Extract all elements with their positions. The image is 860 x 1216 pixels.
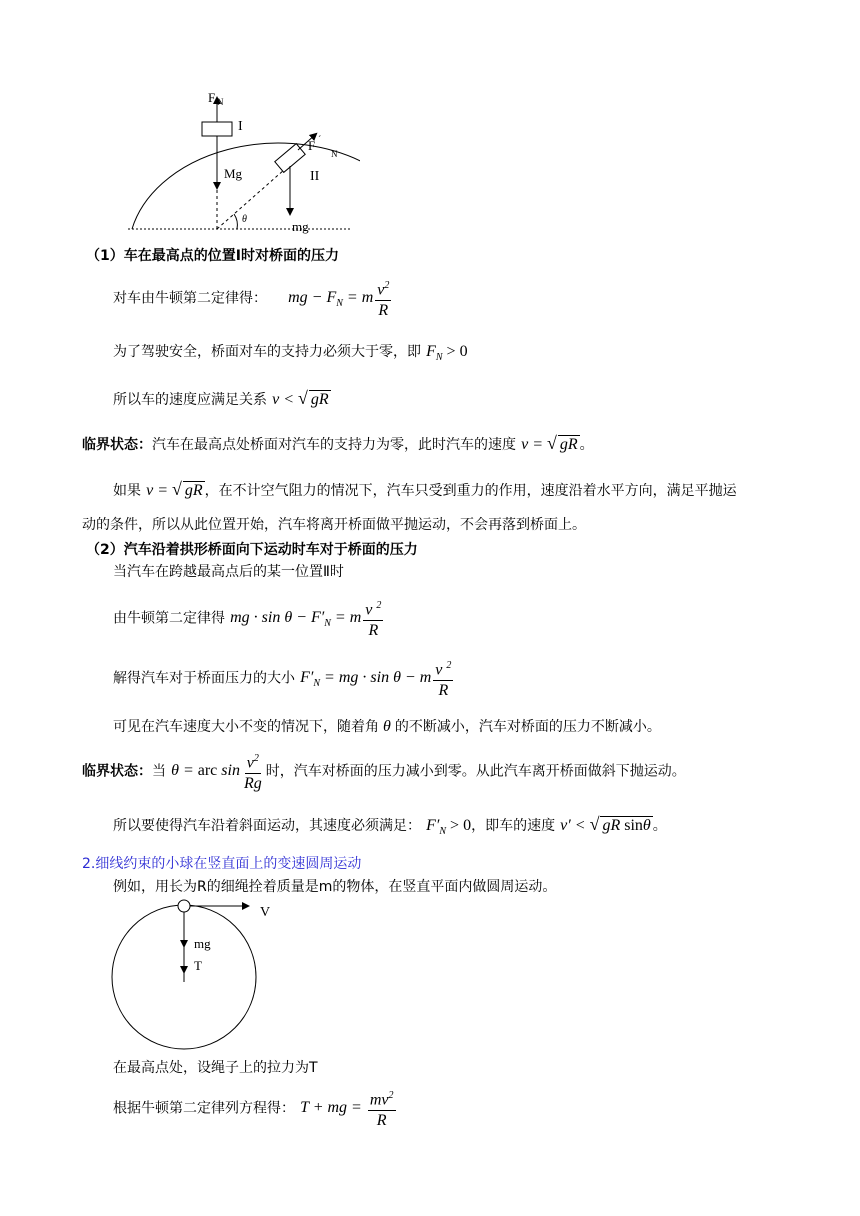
section2-critical-line [82, 749, 686, 794]
theta-arc [234, 214, 237, 229]
label-theta: θ [242, 214, 247, 225]
eq1-text: 对车由牛顿第二定律得： [113, 290, 267, 307]
label-I: I [238, 119, 243, 134]
critical-label-2: 临界状态： [82, 763, 152, 780]
s2-eq1-formula: mg · $\sin \theta - F'_N = m$ $\frac{v ^2}{R}$ [230, 609, 385, 626]
critical-formula-2: θ = arc sin $\frac{v^2}{Rg}$ [171, 762, 266, 779]
label-T: T [194, 958, 202, 973]
eq3-text: 所以车的速度应满足关系 [113, 392, 267, 408]
section1-eq2-line [113, 341, 468, 363]
critical-text-2b: 时，汽车对桥面的压力减小到零。从此汽车离开桥面做斜下抛运动。 [265, 763, 686, 780]
s2-line4-b: 的不断减小，汽车对桥面的压力不断减小。 [394, 719, 661, 735]
para-text1: ，在不计空气阻力的情况下，汽车只受到重力的作用，速度沿着水平方向，满足平抛运 [204, 483, 737, 499]
bridge-diagram [120, 86, 360, 236]
s3-eq-formula: T + mg = $\frac{mv^2}{R}$ [300, 1099, 397, 1116]
ball [178, 900, 190, 912]
critical-text-2a: 当 [152, 763, 166, 780]
label-FN: F [208, 90, 216, 105]
section1-eq1-line [113, 276, 393, 321]
section1-eq3-line [113, 388, 331, 409]
label-V: V [260, 905, 271, 920]
label-FN2-sub: N [331, 149, 338, 159]
s2-line6-a: 所以要使得汽车沿着斜面运动，其速度必须满足： [113, 818, 421, 834]
section2-line6 [113, 814, 667, 837]
label-Mg: Mg [224, 166, 243, 181]
eq2-formula: $F_N > 0$ [426, 343, 468, 364]
label-mg: mg [194, 936, 211, 951]
label-II: II [310, 169, 320, 184]
car-box-I [202, 122, 232, 136]
eq2-text: 为了驾驶安全，桥面对车的支持力必须大于零，即 [113, 344, 421, 360]
circle-diagram [100, 892, 300, 1060]
s3-eq-text: 根据牛顿第二定律列方程得： [113, 1100, 295, 1117]
section1-heading: （1）车在最高点的位置Ⅰ时对桥面的压力 [86, 248, 339, 264]
s2-eq2-text: 解得汽车对于桥面压力的大小 [113, 670, 295, 687]
section3-line-top: 在最高点处，设绳子上的拉力为T [113, 1060, 318, 1076]
section2-line4 [113, 716, 661, 736]
label-FN-sub: N [217, 97, 224, 107]
section2-line1: 当汽车在跨越最高点后的某一位置Ⅱ时 [113, 564, 344, 580]
critical-label-1: 临界状态： [82, 437, 152, 453]
section2-heading: （2）汽车沿着拱形桥面向下运动时车对于桥面的压力 [86, 542, 418, 558]
section1-para-line1 [113, 479, 737, 500]
s2-line6-end: 。 [652, 818, 667, 834]
section2-eq2-line [113, 656, 455, 701]
eq3-formula: v < √ gR [272, 388, 329, 408]
para-formula: v = √ gR [146, 479, 203, 499]
para-if: 如果 [113, 483, 141, 499]
label-FN2: F [308, 138, 316, 153]
s2-line6-formula1: $F'_N > 0$ [426, 817, 472, 838]
critical-formula-1: v = √ gR [521, 433, 578, 453]
label-FN2-prime: ´ [318, 135, 322, 146]
section1-critical-line [82, 433, 594, 454]
section3-example: 例如，用长为R的细绳拴着质量是m的物体，在竖直平面内做圆周运动。 [113, 879, 557, 895]
s2-theta: θ [379, 718, 395, 735]
section3-heading: 2.细线约束的小球在竖直面上的变速圆周运动 [82, 856, 362, 872]
s2-line6-formula2: v′ < √ gR sinθ [560, 814, 651, 834]
section1-para-line2: 动的条件，所以从此位置开始，汽车将离开桥面做平抛运动，不会再落到桥面上。 [82, 517, 586, 533]
label-mg: mg [292, 219, 309, 234]
s2-eq2-formula: $F'_N$ = mg · sin θ − m $\frac{v ^2}{R}$ [300, 669, 455, 686]
critical-text-1: 汽车在最高点处桥面对汽车的支持力为零，此时汽车的速度 [152, 437, 516, 453]
section2-eq1-line [113, 596, 385, 641]
s2-eq1-text: 由牛顿第二定律得 [113, 610, 225, 627]
critical-end-1: 。 [579, 437, 594, 453]
eq1-formula: mg − $F_N = m$ $\frac{v^2}{R}$ [288, 289, 393, 306]
s2-line4-a: 可见在汽车速度大小不变的情况下，随着角 [113, 719, 379, 735]
s2-line6-b: ，即车的速度 [471, 818, 556, 834]
section3-eq-line [113, 1086, 398, 1131]
